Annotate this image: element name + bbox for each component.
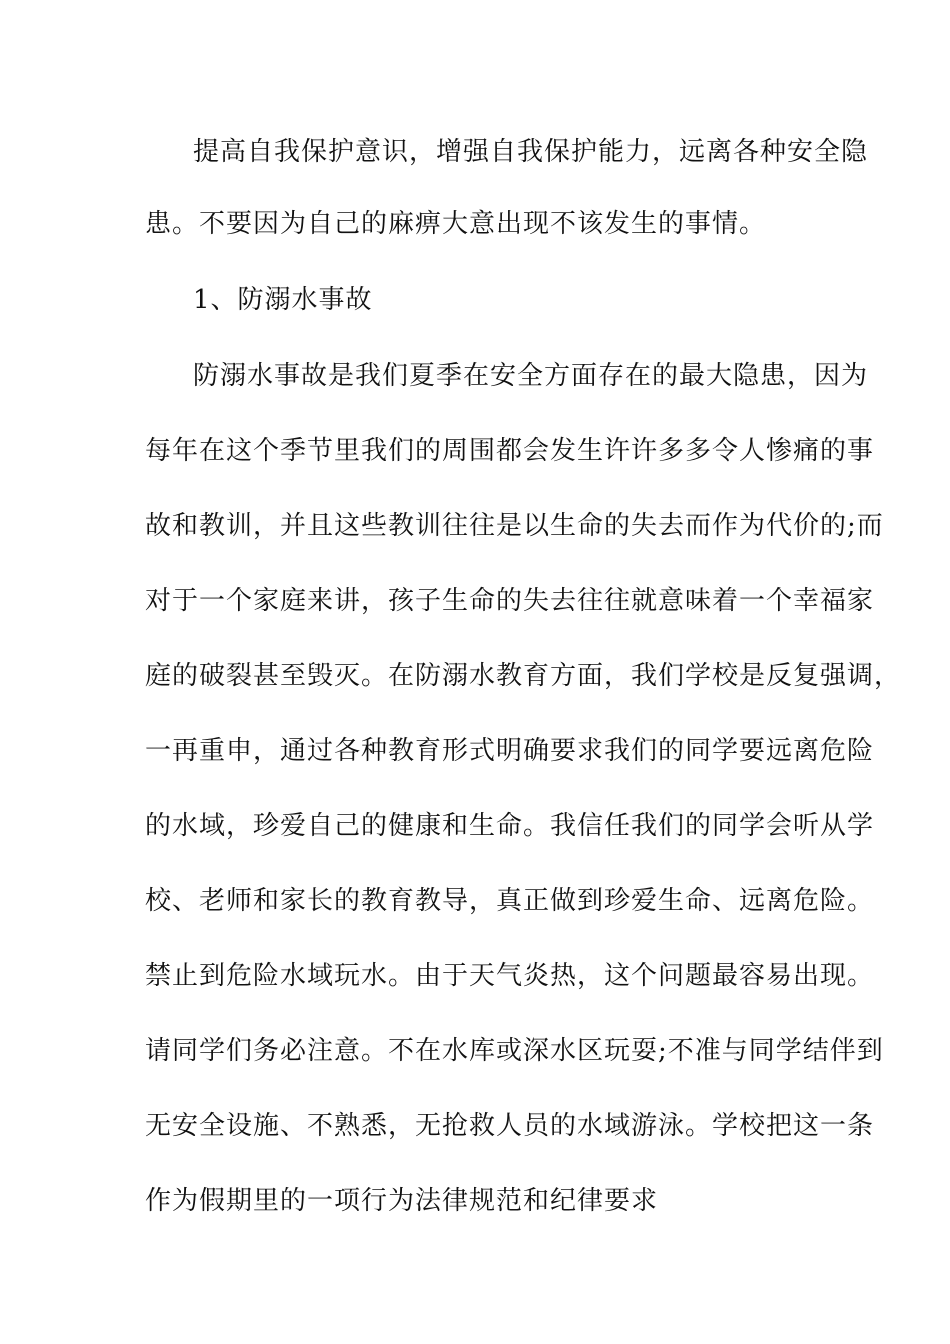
paragraph-2-line-5: 庭的破裂甚至毁灭。在防溺水教育方面，我们学校是反复强调， (145, 661, 902, 691)
text-line (0, 1106, 950, 1146)
paragraph-2-line-8: 校、老师和家长的教育教导，真正做到珍爱生命、远离危险。 (145, 886, 875, 916)
text-line (0, 881, 950, 921)
paragraph-2-line-4: 对于一个家庭来讲，孩子生命的失去往往就意味着一个幸福家 (145, 586, 875, 616)
text-line (0, 506, 950, 546)
text-line (0, 132, 950, 172)
paragraph-2-line-2: 每年在这个季节里我们的周围都会发生许许多多令人惨痛的事 (145, 436, 875, 466)
section-heading: 1、防溺水事故 (193, 285, 373, 315)
text-line (0, 280, 950, 320)
paragraph-2-line-11: 无安全设施、不熟悉，无抢救人员的水域游泳。学校把这一条 (145, 1111, 875, 1141)
text-line (0, 1181, 950, 1221)
paragraph-2-line-9: 禁止到危险水域玩水。由于天气炎热，这个问题最容易出现。 (145, 961, 875, 991)
text-line (0, 431, 950, 471)
paragraph-1-line-1: 提高自我保护意识，增强自我保护能力，远离各种安全隐 (193, 137, 869, 167)
text-line (0, 581, 950, 621)
paragraph-2-line-1: 防溺水事故是我们夏季在安全方面存在的最大隐患，因为 (193, 361, 869, 391)
text-line (0, 356, 950, 396)
text-line (0, 731, 950, 771)
paragraph-2-line-3: 故和教训，并且这些教训往往是以生命的失去而作为代价的;而 (145, 511, 884, 541)
paragraph-2-line-6: 一再重申，通过各种教育形式明确要求我们的同学要远离危险 (145, 736, 875, 766)
paragraph-2-line-12: 作为假期里的一项行为法律规范和纪律要求 (145, 1186, 659, 1216)
paragraph-2-line-7: 的水域，珍爱自己的健康和生命。我信任我们的同学会听从学 (145, 811, 875, 841)
paragraph-1-line-2: 患。不要因为自己的麻痹大意出现不该发生的事情。 (145, 209, 767, 239)
text-line (0, 656, 950, 696)
text-line (0, 806, 950, 846)
text-line (0, 1031, 950, 1071)
text-line (0, 204, 950, 244)
paragraph-2-line-10: 请同学们务必注意。不在水库或深水区玩耍;不准与同学结伴到 (145, 1036, 884, 1066)
text-line (0, 956, 950, 996)
